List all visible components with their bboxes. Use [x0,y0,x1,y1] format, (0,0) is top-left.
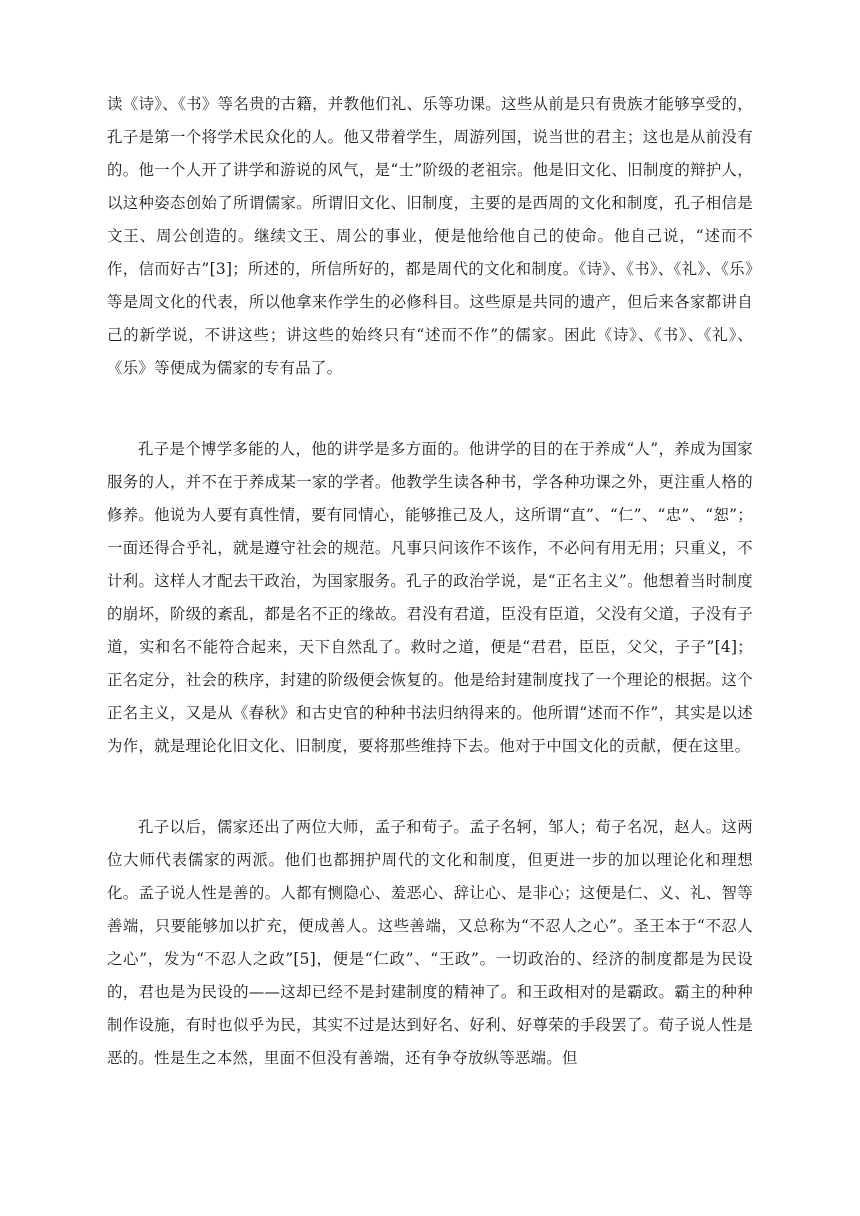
paragraph-spacer [107,385,753,433]
paragraph-1: 读《诗》、《书》等名贵的古籍，并教他们礼、乐等功课。这些从前是只有贵族才能够享受的，孔子是第一个将学术民众化的人。他又带着学生，周游列国，说当世的君主；这也是从前没有的。他一个人开了讲学和游说的风气，是“士”阶级的老祖宗。他是旧文化、旧制度的辩护人，以这种姿态创始了所谓儒家。所谓旧文化、旧制度，主要的是西周的文化和制度，孔子相信是文王、周公创造的。继续文王、周公的事业，便是他给他自己的使命。他自己说，“述而不作，信而好古”[3]；所述的，所信所好的，都是周代的文化和制度。《诗》、《书》、《礼》、《乐》等是周文化的代表，所以他拿来作学生的必修科目。这些原是共同的遗产，但后来各家都讲自己的新学说，不讲这些；讲这些的始终只有“述而不作”的儒家。困此《诗》、《书》、《礼》、《乐》等便成为儒家的专有品了。 [107,95,753,377]
document-page [107,88,753,1075]
paragraph-3: 孔子以后，儒家还出了两位大师，孟子和荀子。孟子名轲，邹人；荀子名况，赵人。这两位大师代表儒家的两派。他们也都拥护周代的文化和制度，但更进一步的加以理论化和理想化。孟子说人性是善的。人都有恻隐心、羞恶心、辞让心、是非心；这便是仁、义、礼、智等善端，只要能够加以扩充，便成善人。这些善端，又总称为“不忍人之心”。圣王本于“不忍人之心”，发为“不忍人之政”[5]，便是“仁政”、“王政”。一切政治的、经济的制度都是为民设的，君也是为民设的——这却已经不是封建制度的精神了。和王政相对的是霸政。霸主的种种制作设施，有时也似乎为民，其实不过是达到好名、好利、好尊荣的手段罢了。荀子说人性是恶的。性是生之本然，里面不但没有善端，还有争夺放纵等恶端。但 [107,818,753,1067]
paragraph-2: 孔子是个博学多能的人，他的讲学是多方面的。他讲学的目的在于养成“人”，养成为国家服务的人，并不在于养成某一家的学者。他教学生读各种书，学各种功课之外，更注重人格的修养。他说为人要有真性情，要有同情心，能够推己及人，这所谓“直”、“仁”、“忠”、“恕”；一面还得合乎礼，就是遵守社会的规范。凡事只问该作不该作，不必问有用无用；只重义，不计利。这样人才配去干政治，为国家服务。孔子的政治学说，是“正名主义”。他想着当时制度的崩坏，阶级的紊乱，都是名不正的缘故。君没有君道，臣没有臣道，父没有父道，子没有子道，实和名不能符合起来，天下自然乱了。救时之道，便是“君君，臣臣，父父，子子”[4]；正名定分，社会的秩序，封建的阶级便会恢复的。他是给封建制度找了一个理论的根据。这个正名主义，又是从《春秋》和古史官的种种书法归纳得来的。他所谓“述而不作”，其实是以述为作，就是理论化旧文化、旧制度，要将那些维持下去。他对于中国文化的贡献，便在这里。 [107,440,753,755]
paragraph-spacer [107,763,753,811]
